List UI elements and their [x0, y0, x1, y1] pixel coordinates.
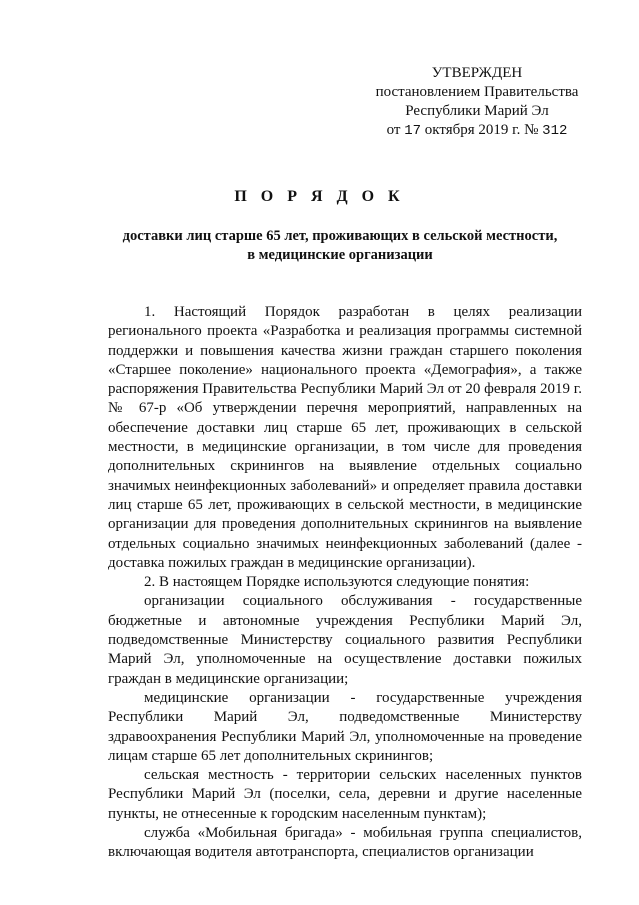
approval-title: УТВЕРЖДЕН — [431, 65, 523, 81]
doc-number: 312 — [542, 123, 568, 139]
subtitle-line-1: доставки лиц старше 65 лет, проживающих в сельской местности, — [122, 228, 558, 244]
date-rest: октября 2019 г. № — [424, 122, 539, 138]
date-day: 17 — [404, 123, 422, 139]
paragraph-1: 1. Настоящий Порядок разработан в целях реализации регионального проекта «Разработка и реализация программы системной поддержки и повышения качества жизни граждан старшего поколения «Старшее поколение» национального проекта «Демография», а также распоряжения Правительства Республики Марий Эл от 20 февраля 2019 г. № 67-р «Об утверждении перечня мероприятий, направленных на обеспечение доставки лиц старше 65 лет, проживающих в сельской местности, в медицинские организации, в том числе для проведения дополнительных скринингов на выявление отдельных социально значимых неинфекционных заболеваний» и определяет правила доставки лиц старше 65 лет, проживающих в сельской местности, в медицинские организации для проведения дополнительных скринингов на выявление отдельных социально значимых неинфекционных заболеваний (далее - доставка пожилых граждан в медицинские организации). — [108, 304, 582, 571]
definition-medical-organizations: медицинские организации - государственные учреждения Республики Марий Эл, подведомственные Министерству здравоохранения Республики Марий Эл, уполномоченные на проведение лицам старше 65 лет дополнительных скринингов; — [108, 689, 582, 764]
date-prefix: от — [386, 122, 401, 138]
document-subtitle — [100, 227, 580, 265]
approval-authority: постановлением Правительства — [375, 84, 579, 100]
subtitle-line-2: в медицинские организации — [247, 247, 433, 263]
approval-date — [352, 121, 602, 141]
paragraph-2: 2. В настоящем Порядке используются следующие понятия: — [144, 574, 530, 591]
approval-republic: Республики Марий Эл — [405, 103, 549, 119]
approval-stamp — [352, 64, 602, 141]
definition-social-organizations: организации социального обслуживания - государственные бюджетные и автономные учреждения Республики Марий Эл, подведомственные Министерству социального развития Республики Марий Эл, уполномоченные на осуществление доставки пожилых граждан в медицинские организации; — [108, 593, 582, 687]
definition-rural-area: сельская местность - территории сельских населенных пунктов Республики Марий Эл (поселки, села, деревни и другие населенные пункты, не отнесенные к городским населенным пунктам); — [108, 767, 582, 822]
definition-mobile-brigade: служба «Мобильная бригада» - мобильная группа специалистов, включающая водителя автотранспорта, специалистов организации — [108, 825, 582, 861]
document-title: П О Р Я Д О К — [234, 188, 405, 205]
document-body — [108, 303, 582, 863]
